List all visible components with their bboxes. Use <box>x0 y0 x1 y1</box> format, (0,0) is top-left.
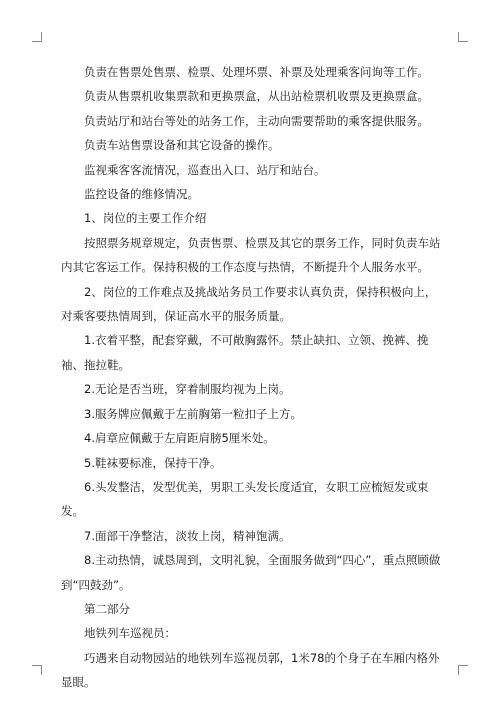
crop-mark-top-right <box>458 32 468 42</box>
paragraph: 按照票务规章规定，负责售票、检票及其它的票务工作，同时负责车站内其它客运工作。保持积极的工作态度与热情，不断提升个人服务水平。 <box>61 235 441 275</box>
paragraph: 巧遇来自动物园站的地铁列车巡视员郭，1米78的个身子在车厢内格外显眼。 <box>61 650 440 690</box>
list-item: 7.面部干净整洁，淡妆上岗，精神饱满。 <box>84 528 291 543</box>
paragraph: 负责从售票机收集票款和更换票盒，从出站检票机收票及更换票盒。 <box>84 89 429 104</box>
list-item: 8.主动热情，诚恳周到，文明礼貌，全面服务做到“四心”，重点照顾做到“四鼓劲”。 <box>61 553 441 592</box>
crop-mark-bottom-left <box>32 665 42 675</box>
paragraph: 负责在售票处售票、检票、处理坏票、补票及处理乘客问询等工作。 <box>84 65 429 79</box>
part-heading: 第二部分 <box>84 601 130 616</box>
crop-mark-bottom-right <box>458 665 468 675</box>
crop-mark-top-left <box>32 32 42 42</box>
list-item: 4.肩章应佩戴于左肩距肩膀5厘米处。 <box>84 431 275 446</box>
list-item: 5.鞋袜要标准，保持干净。 <box>84 455 222 470</box>
section-heading: 1、岗位的主要工作介绍 <box>84 211 207 226</box>
section-heading: 2、岗位的工作难点及挑战站务员工作要求认真负责，保持积极向上，对乘客要热情周到，保证高水平的服务质量。 <box>61 284 437 324</box>
list-item: 3.服务牌应佩戴于左前胸第一粒扣子上方。 <box>84 406 302 421</box>
paragraph: 负责车站售票设备和其它设备的操作。 <box>84 138 280 153</box>
list-item: 2.无论是否当班，穿着制服均视为上岗。 <box>84 382 291 397</box>
paragraph: 监控设备的维修情况。 <box>84 187 199 202</box>
list-item: 1.衣着平整，配套穿戴，不可敞胸露怀。禁止缺扣、立领、挽裤、挽袖、拖拉鞋。 <box>61 333 429 372</box>
paragraph: 监视乘客客流情况，巡查出入口、站厅和站台。 <box>84 162 326 177</box>
document-body <box>61 60 441 695</box>
list-item: 6.头发整洁，发型优美，男职工头发长度适宜，女职工应梳短发或束发。 <box>61 479 429 519</box>
paragraph: 负责站厅和站台等处的站务工作，主动向需要帮助的乘客提供服务。 <box>84 113 429 128</box>
subheading: 地铁列车巡视员： <box>84 626 176 641</box>
